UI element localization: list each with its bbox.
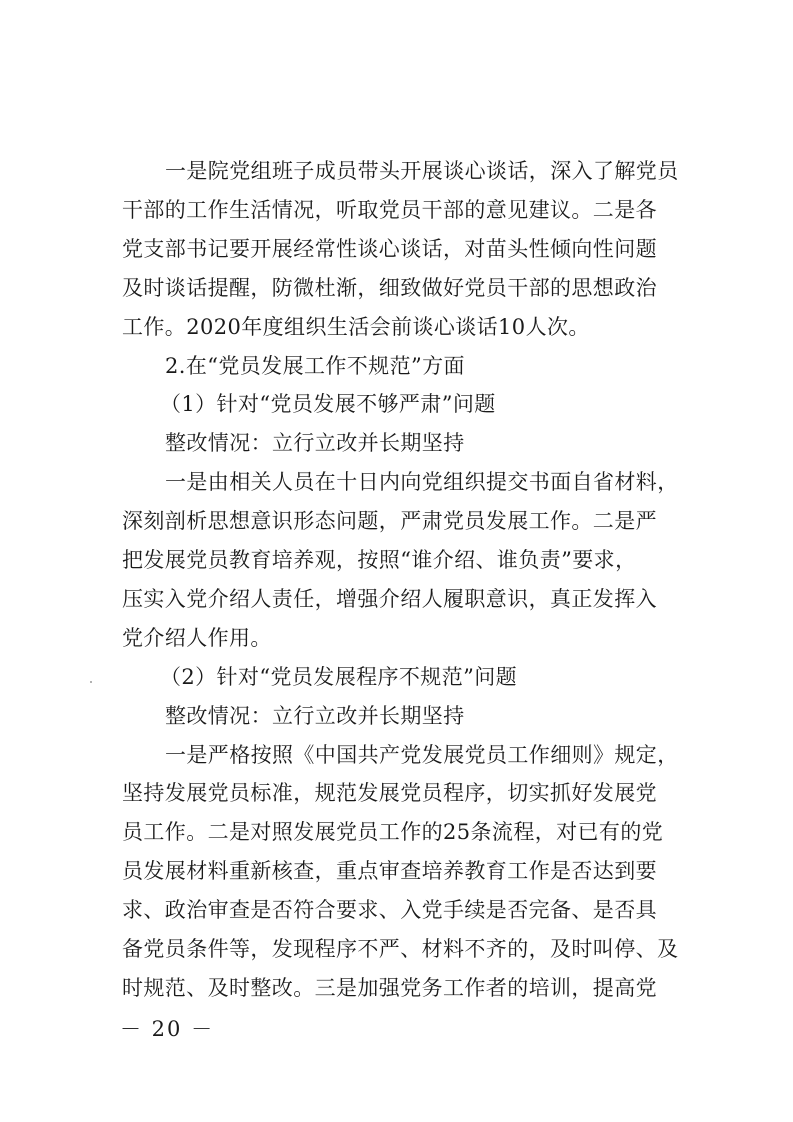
subsection-heading: （2）针对“党员发展程序不规范”问题	[160, 665, 518, 689]
body-line: 员工作。二是对照发展党员工作的25条流程，对已有的党	[122, 820, 664, 844]
rectification-status: 整改情况：立行立改并长期坚持	[165, 431, 465, 455]
body-line: 把发展党员教育培养观，按照“谁介绍、谁负责”要求，	[122, 548, 637, 572]
body-line: 备党员条件等，发现程序不严、材料不齐的，及时叫停、及	[122, 937, 679, 961]
body-line: 党介绍人作用。	[122, 626, 272, 650]
body-line: 压实入党介绍人责任，增强介绍人履职意识，真正发挥入	[122, 587, 657, 611]
subsection-heading: （1）针对“党员发展不够严肃”问题	[160, 392, 496, 416]
body-line: 工作。2020年度组织生活会前谈心谈话10人次。	[122, 315, 590, 339]
body-line: 员发展材料重新核查，重点审查培养教育工作是否达到要	[122, 859, 657, 883]
body-line: 一是院党组班子成员带头开展谈心谈话，深入了解党员	[165, 159, 679, 183]
section-heading: 2.在“党员发展工作不规范”方面	[165, 354, 465, 378]
body-line: 党支部书记要开展经常性谈心谈话，对苗头性倾向性问题	[122, 237, 657, 261]
rectification-status: 整改情况：立行立改并长期坚持	[165, 704, 465, 728]
body-line: 时规范、及时整改。三是加强党务工作者的培训，提高党	[122, 976, 657, 1000]
body-line: 干部的工作生活情况，听取党员干部的意见建议。二是各	[122, 198, 657, 222]
body-line: 求、政治审查是否符合要求、入党手续是否完备、是否具	[122, 898, 657, 922]
page-number: － 20 －	[120, 1017, 215, 1041]
body-line: 一是严格按照《中国共产党发展党员工作细则》规定，	[165, 743, 679, 767]
body-line: 深刻剖析思想意识形态问题，严肃党员发展工作。二是严	[122, 509, 657, 533]
body-line: 一是由相关人员在十日内向党组织提交书面自省材料，	[165, 470, 679, 494]
body-line: 坚持发展党员标准，规范发展党员程序，切实抓好发展党	[122, 781, 657, 805]
scan-speck	[90, 681, 92, 683]
body-line: 及时谈话提醒，防微杜渐，细致做好党员干部的思想政治	[122, 276, 657, 300]
